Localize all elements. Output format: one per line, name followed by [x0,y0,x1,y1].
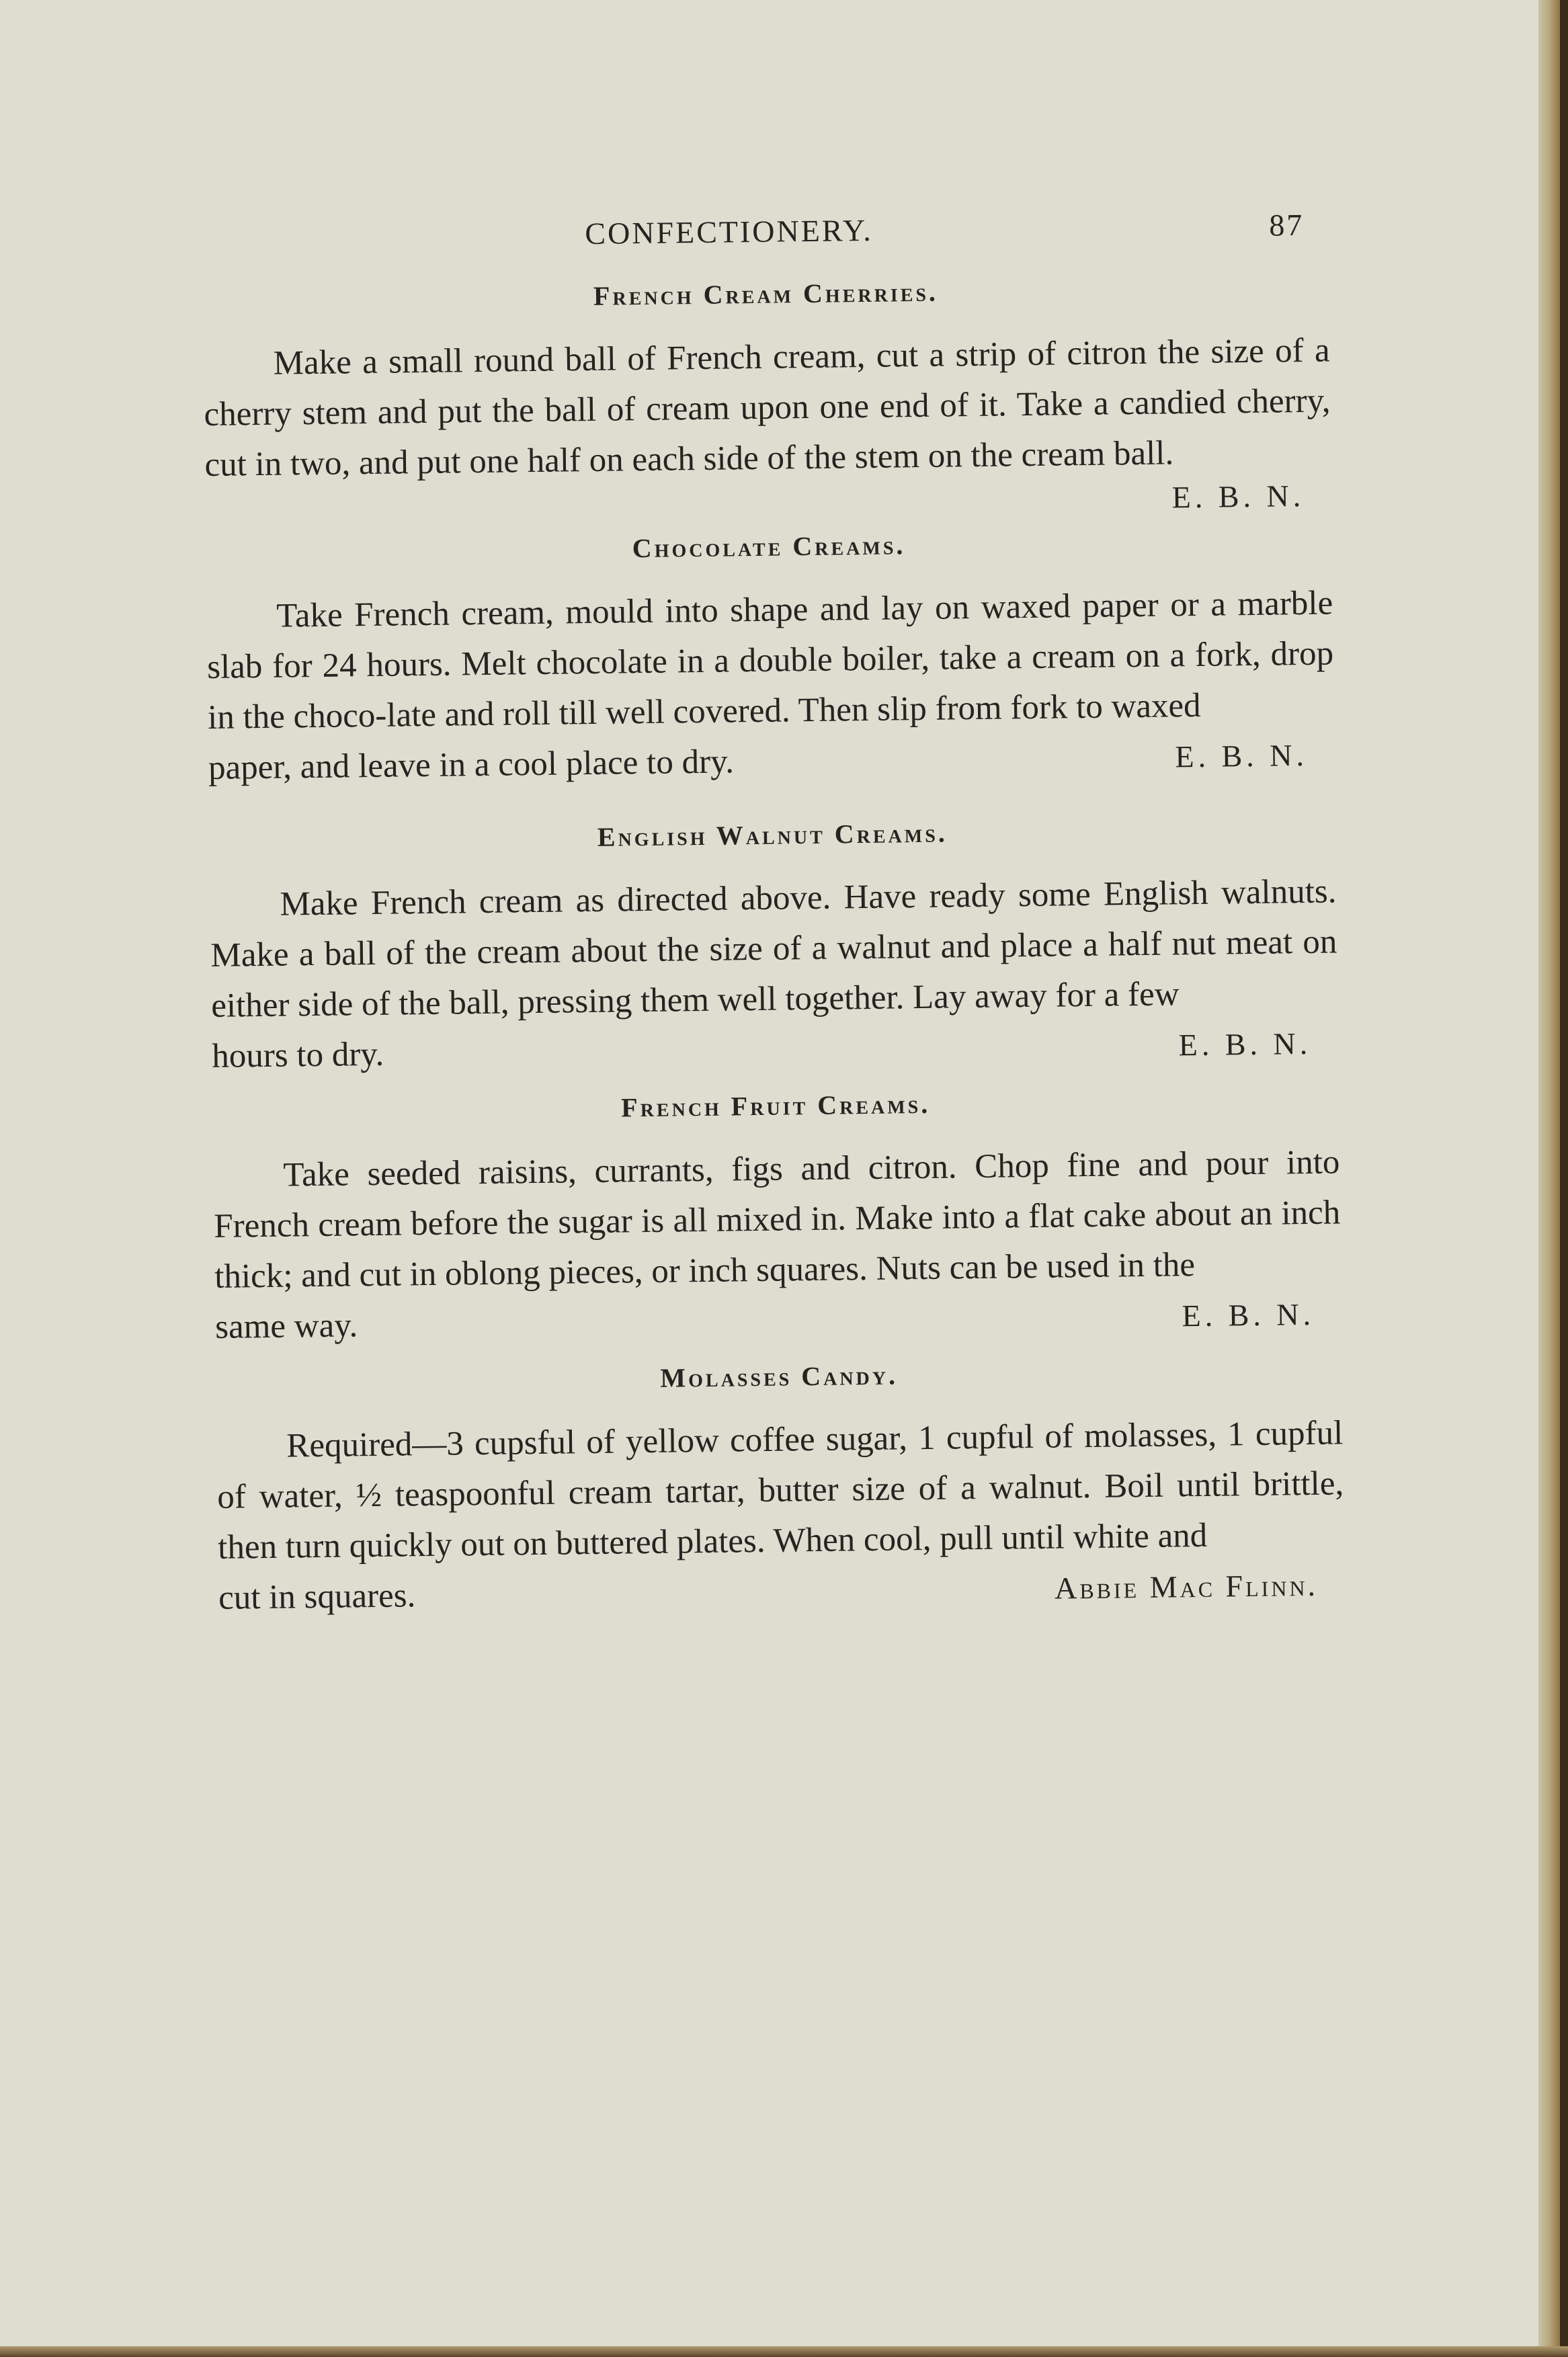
book-cover-edge [1560,0,1568,2357]
recipe-french-fruit-creams [212,1083,1342,1352]
recipe-last-line-text: paper, and leave in a cool place to dry. [208,743,735,787]
recipe-author: E. B. N. [1182,1296,1315,1333]
recipe-molasses-candy [216,1354,1346,1623]
recipe-title: Chocolate Creams. [632,530,906,564]
recipe-french-cream-cherries [202,272,1331,531]
recipe-last-line-text: same way. [214,1307,358,1346]
recipe-body: Take French cream, mould into shape and lay on waxed paper or a marble slab for 24 hours. Melt chocolate in a double boiler, take a cream on a fork, drop in the choco-late and roll till well covered. Then slip from fork to waxed [206,584,1334,737]
recipe-body: Take seeded raisins, currants, figs and citron. Chop fine and pour into French cream before the sugar is all mixed in. Make into a flat cake about an inch thick; and cut in oblong pieces, or inch squares. Nuts can be used in the [214,1143,1341,1296]
recipe-author: E. B. N. [1171,478,1305,515]
recipe-last-line-text: cut in squares. [218,1577,416,1617]
page-bottom-edge [0,2346,1568,2357]
recipe-author: E. B. N. [1178,1026,1312,1063]
page-text-block [202,203,1345,1624]
running-head [202,203,1329,270]
recipe-chocolate-creams [206,524,1335,793]
recipe-body: Required—3 cupsful of yellow coffee sugar, 1 cupful of molasses, 1 cupful of water, ½ teaspoonful cream tartar, butter size of a walnut. Boil until brittle, then turn quickly out on buttered plates. When cool, pull until white and [216,1414,1344,1567]
recipe-author: E. B. N. [1175,737,1309,774]
recipe-title: French Fruit Creams. [620,1088,931,1123]
page-number: 87 [1268,207,1305,243]
recipe-last-line-text: hours to dry. [211,1035,384,1075]
recipe-title: Molasses Candy. [660,1360,899,1393]
running-title: CONFECTIONERY. [585,212,874,251]
recipe-body: Make a small round ball of French cream, cut a strip of citron the size of a cherry stem and put the ball of cream upon one end of it. Take a candied cherry, cut in two, and put one half on each side of the stem on the cream ball. [204,331,1331,484]
recipe-author: Abbie Mac Flinn. [1054,1567,1319,1606]
recipe-title: English Walnut Creams. [597,817,948,852]
recipe-english-walnut-creams [209,812,1339,1081]
recipe-body: Make French cream as directed above. Have ready some English walnuts. Make a ball of the cream about the size of a walnut and place a half nut meat on either side of the ball, pressing them well together. Lay away for a few [210,872,1337,1025]
recipe-title: French Cream Cherries. [593,276,939,311]
